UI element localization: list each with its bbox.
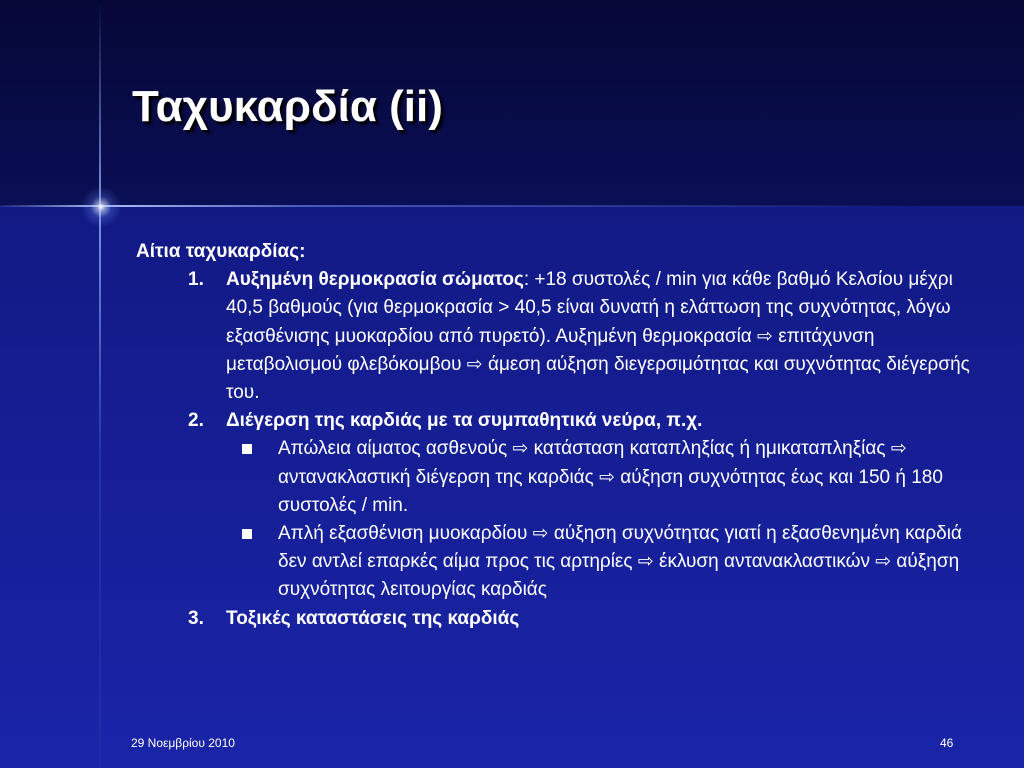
slide-number: 46 <box>940 736 954 750</box>
list-number: 2. <box>188 410 204 432</box>
sub-list-item <box>136 520 972 605</box>
item-2-bold: Διέγερση της καρδιάς με τα συμπαθητικά νεύρα, π.χ. <box>226 410 703 432</box>
horizontal-accent-line <box>0 205 1024 207</box>
item-1-bold: Αυξημένη θερμοκρασία σώματος <box>226 269 524 291</box>
square-bullet-icon <box>242 529 252 539</box>
list-number: 3. <box>188 607 204 629</box>
list-number: 1. <box>188 269 204 291</box>
list-item-3 <box>136 605 972 633</box>
footer-date: 29 Νοεμβρίου 2010 <box>131 736 235 750</box>
list-item-2 <box>136 407 972 435</box>
sub-item-2-text: Απλή εξασθένιση μυοκαρδίου ⇨ αύξηση συχνότητας γιατί η εξασθενημένη καρδιά δεν αντλεί επαρκές αίμα προς τις αρτηρίες ⇨ έκλυση αντανακλαστικών ⇨ αύξηση συχνότητας λειτουργίας καρδιάς <box>278 523 962 601</box>
sub-item-1-text: Απώλεια αίματος ασθενούς ⇨ κατάσταση καταπληξίας ή ημικαταπληξίας ⇨ αντανακλαστική διέγερση της καρδιάς ⇨ αύξηση συχνότητας έως και 150 ή 180 συστολές / min. <box>278 438 943 516</box>
slide-body <box>136 238 972 633</box>
body-heading: Αίτια ταχυκαρδίας: <box>136 241 306 262</box>
sub-list-item <box>136 435 972 520</box>
vertical-accent-line <box>99 0 101 768</box>
list-item-1 <box>136 266 972 407</box>
square-bullet-icon <box>242 444 252 454</box>
item-1-text: : +18 συστολές / min για κάθε βαθμό Κελσίου μέχρι 40,5 βαθμούς (για θερμοκρασία > 40,5 είναι δυνατή η ελάττωση της συχνότητας, λόγω εξασθένισης μυοκαρδίου από πυρετό). Αυξημένη θερμοκρασία ⇨ επιτάχυνση μεταβολισμού φλεβόκομβου ⇨ άμεση αύξηση διεγερσιμότητας και συχνότητας διέγερσής του. <box>226 269 970 404</box>
item-3-bold: Τοξικές καταστάσεις της καρδιάς <box>226 607 520 629</box>
sparkle-icon <box>80 186 122 228</box>
slide-title: Ταχυκαρδία (ii) <box>132 82 443 131</box>
